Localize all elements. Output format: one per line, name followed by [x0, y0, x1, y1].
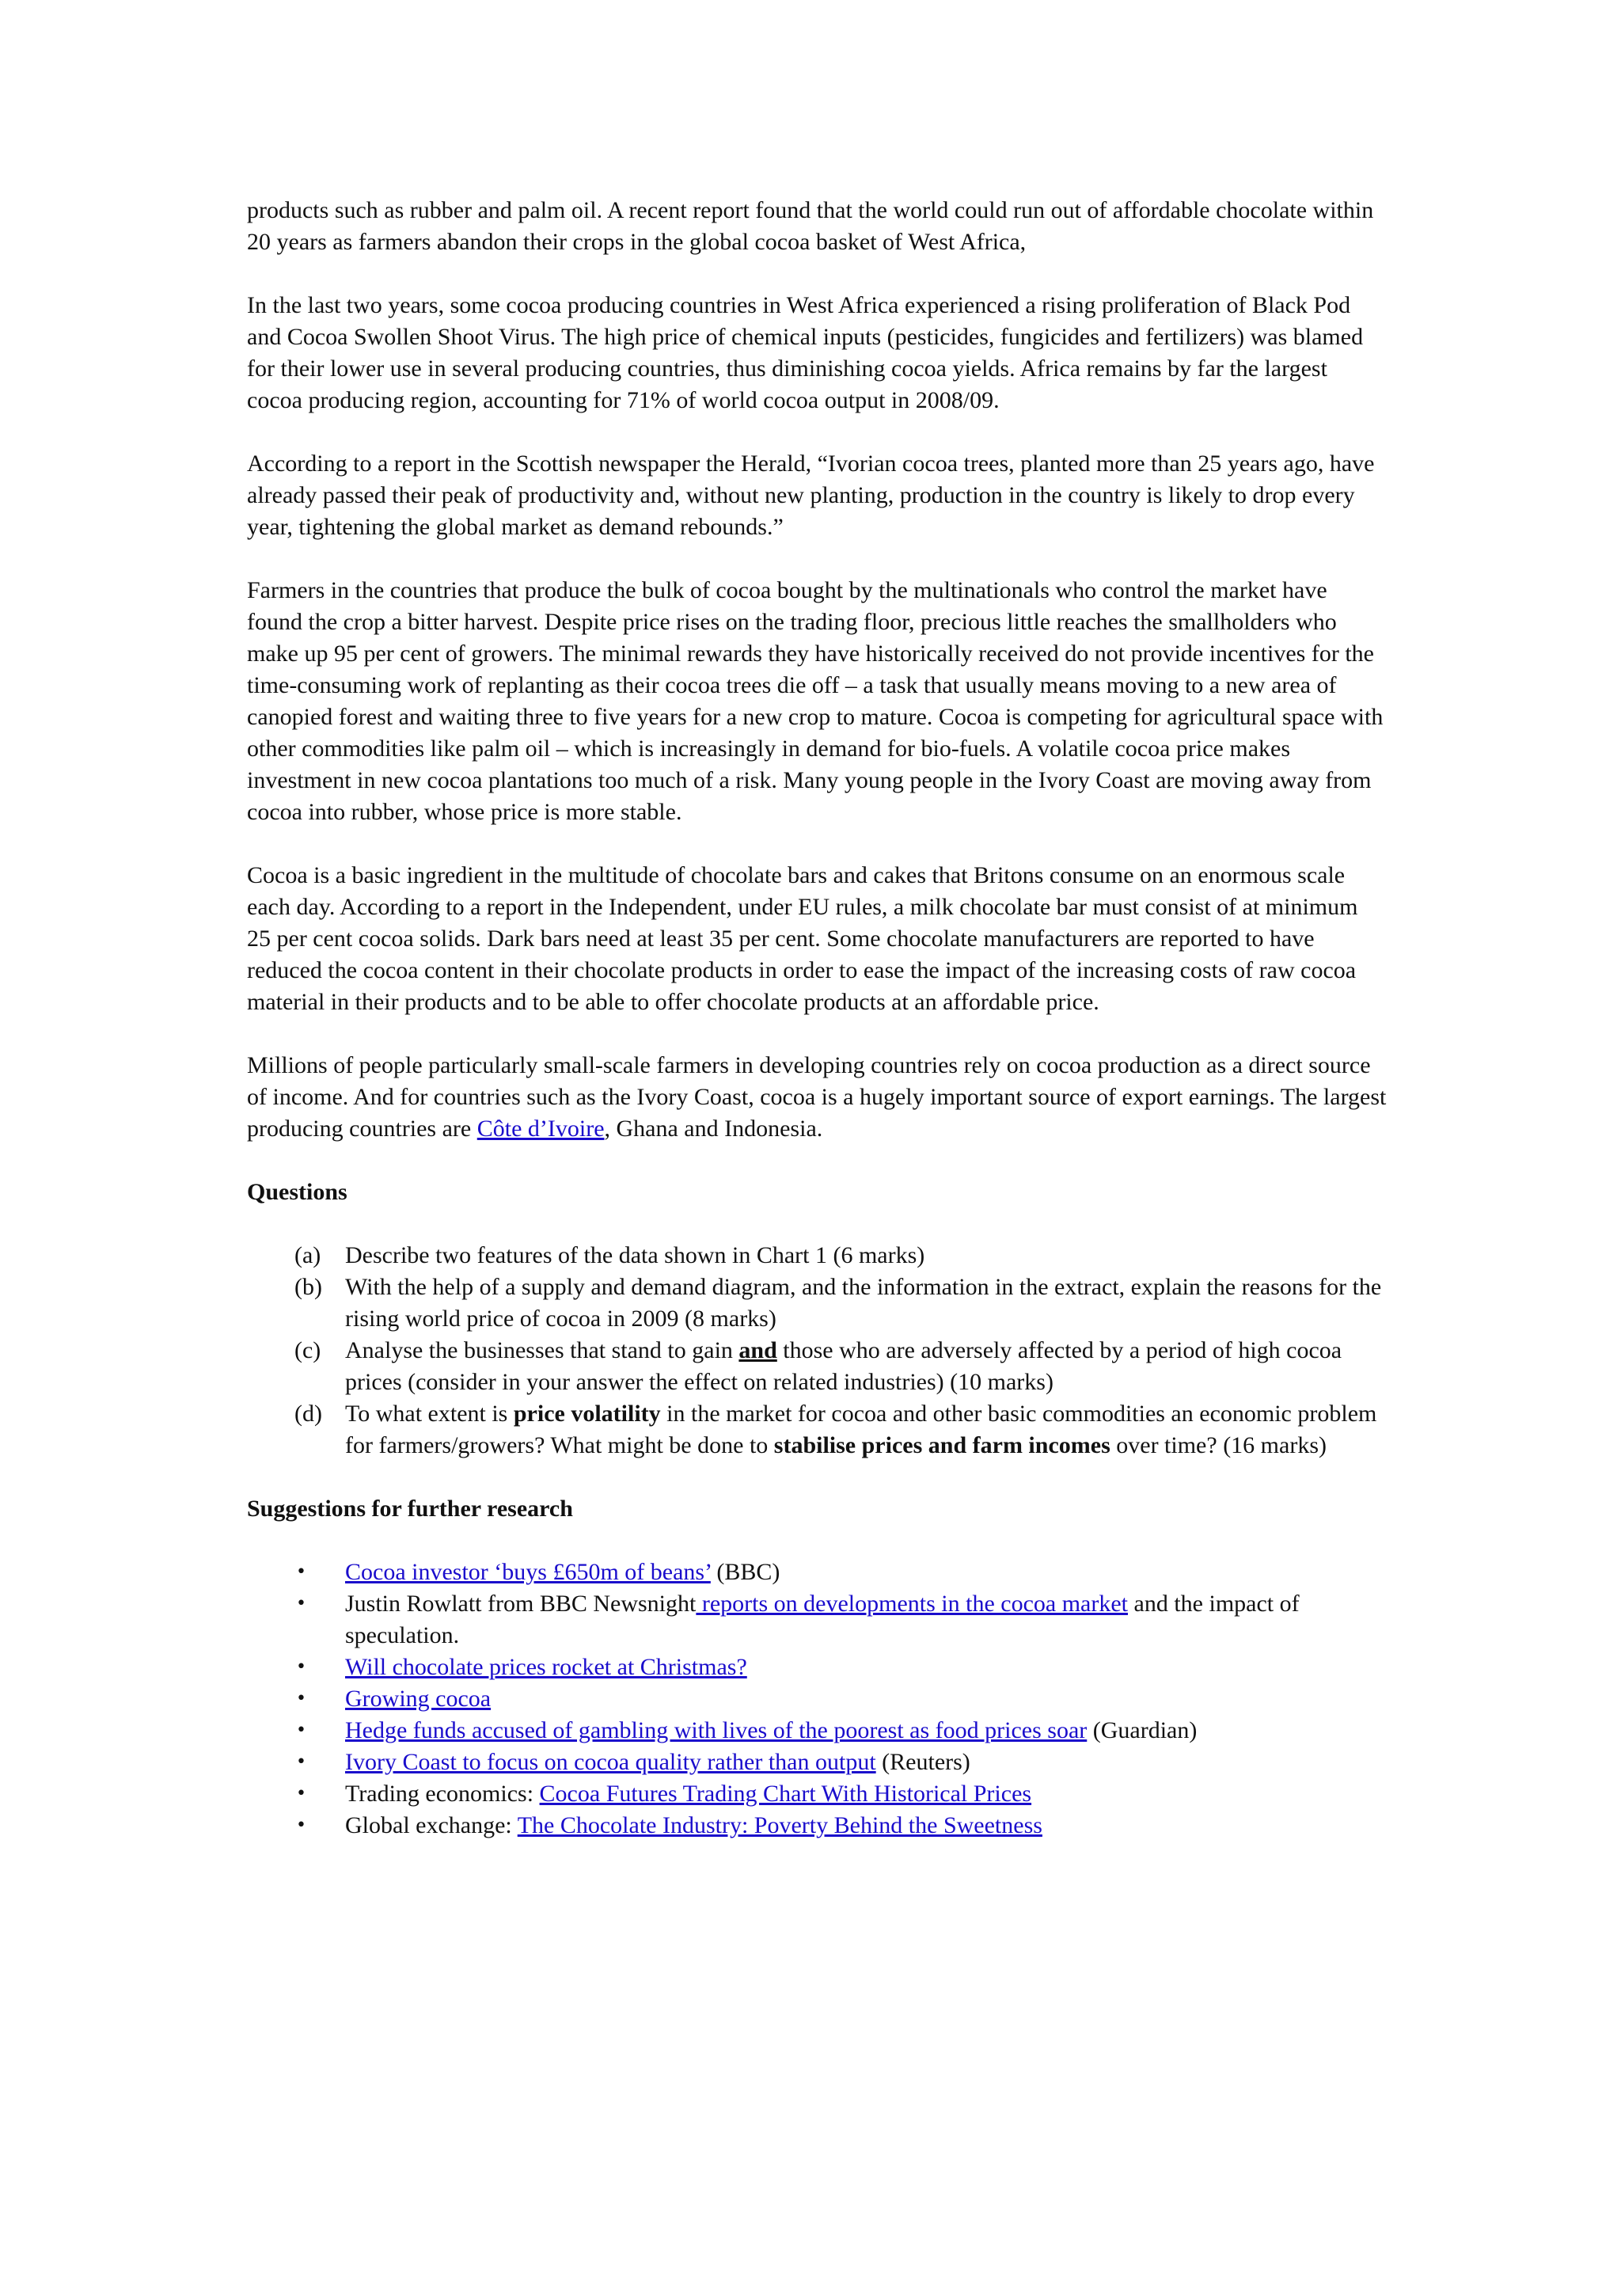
question-text: Describe two features of the data shown in Chart 1 (6 marks)	[345, 1242, 925, 1268]
question-emphasis: and	[738, 1337, 777, 1363]
research-item	[247, 1747, 1387, 1778]
research-item-prefix: Trading economics:	[345, 1781, 540, 1807]
research-item	[247, 1778, 1387, 1810]
question-text	[345, 1337, 1342, 1395]
question-label: (d)	[294, 1401, 322, 1427]
research-item-suffix: (Guardian)	[1087, 1717, 1198, 1743]
research-link[interactable]: Will chocolate prices rocket at Christmas?	[345, 1654, 747, 1680]
research-item	[247, 1557, 1387, 1588]
bullet-icon: •	[296, 1752, 306, 1772]
research-link[interactable]: Cocoa Futures Trading Chart With Historical Prices	[539, 1781, 1032, 1807]
bullet-icon: •	[296, 1689, 306, 1709]
bullet-icon: •	[296, 1594, 306, 1614]
paragraph-farmers: Farmers in the countries that produce the bulk of cocoa bought by the multinationals who control the market have found the crop a bitter harvest. Despite price rises on the trading floor, precious little reaches the smallholders who make up 95 per cent of growers. The minimal rewards they have historically received do not provide incentives for the time-consuming work of replanting as their cocoa trees die off – a task that usually means moving to a new area of canopied forest and waiting three to five years for a new crop to mature. Cocoa is competing for agricultural space with other commodities like palm oil – which is increasingly in demand for bio-fuels. A volatile cocoa price makes investment in new cocoa plantations too much of a risk. Many young people in the Ivory Coast are moving away from cocoa into rubber, whose price is more stable.	[247, 577, 1384, 825]
question-text: With the help of a supply and demand diagram, and the information in the extract, explain the reasons for the rising world price of cocoa in 2009 (8 marks)	[345, 1274, 1382, 1332]
question-text	[345, 1401, 1376, 1458]
paragraph-herald: According to a report in the Scottish newspaper the Herald, “Ivorian cocoa trees, planted more than 25 years ago, have already passed their peak of productivity and, without new planting, production in the country is likely to drop every year, tightening the global market as demand rebounds.”	[247, 450, 1375, 540]
research-link[interactable]: The Chocolate Industry: Poverty Behind the Sweetness	[517, 1812, 1042, 1838]
research-item	[247, 1652, 1387, 1683]
research-item	[247, 1683, 1387, 1715]
research-list	[247, 1557, 1387, 1842]
paragraph-intro: products such as rubber and palm oil. A recent report found that the world could run out of affordable chocolate within 20 years as farmers abandon their crops in the global cocoa basket of West Africa,	[247, 197, 1374, 255]
research-item-suffix: (BBC)	[710, 1559, 780, 1585]
research-item-prefix: Global exchange:	[345, 1812, 518, 1838]
research-item-suffix: and the impact of speculation.	[345, 1591, 1300, 1648]
research-link[interactable]: Growing cocoa	[345, 1686, 492, 1712]
bullet-icon: •	[296, 1657, 306, 1677]
bullet-icon: •	[296, 1784, 306, 1804]
research-item	[247, 1588, 1387, 1652]
link-cote-divoire[interactable]: Côte d’Ivoire	[476, 1116, 605, 1142]
question-label: (a)	[294, 1242, 321, 1268]
document-page	[247, 195, 1387, 1842]
question-emphasis: stabilise prices and farm incomes	[773, 1432, 1110, 1458]
research-link[interactable]: Hedge funds accused of gambling with lives of the poorest as food prices soar	[345, 1717, 1088, 1743]
question-text-part: Analyse the businesses that stand to gain	[345, 1337, 739, 1363]
questions-heading: Questions	[247, 1179, 347, 1205]
bullet-icon: •	[296, 1720, 306, 1740]
question-c	[247, 1335, 1387, 1398]
question-text-part: those who are adversely affected by a period of high cocoa prices (consider in your answer the effect on related industries) (10 marks)	[345, 1337, 1342, 1395]
bullet-icon: •	[296, 1815, 306, 1835]
question-d	[247, 1398, 1387, 1462]
paragraph-producers-start: Millions of people particularly small-scale farmers in developing countries rely on cocoa production as a direct source of income. And for countries such as the Ivory Coast, cocoa is a hugely important source of export earnings. The largest producing countries are	[247, 1052, 1387, 1142]
research-item-suffix: (Reuters)	[875, 1749, 970, 1775]
question-emphasis: price volatility	[513, 1401, 661, 1427]
paragraph-chocolate: Cocoa is a basic ingredient in the multitude of chocolate bars and cakes that Britons consume on an enormous scale each day. According to a report in the Independent, under EU rules, a milk chocolate bar must consist of at minimum 25 per cent cocoa solids. Dark bars need at least 35 per cent. Some chocolate manufacturers are reported to have reduced the cocoa content in their chocolate products in order to ease the impact of the increasing costs of raw cocoa material in their products and to be able to offer chocolate products at an affordable price.	[247, 862, 1358, 1015]
question-text-part: To what extent is	[345, 1401, 514, 1427]
paragraph-producers-end: , Ghana and Indonesia.	[604, 1116, 823, 1142]
question-b	[247, 1272, 1387, 1335]
question-text-part: in the market for cocoa and other basic commodities an economic problem for farmers/growers? What might be done to	[345, 1401, 1377, 1458]
research-item	[247, 1810, 1387, 1842]
paragraph-disease: In the last two years, some cocoa producing countries in West Africa experienced a rising proliferation of Black Pod and Cocoa Swollen Shoot Virus. The high price of chemical inputs (pesticides, fungicides and fertilizers) was blamed for their lower use in several producing countries, thus diminishing cocoa yields. Africa remains by far the largest cocoa producing region, accounting for 71% of world cocoa output in 2008/09.	[247, 292, 1364, 413]
question-label: (b)	[294, 1274, 322, 1300]
research-link[interactable]: Ivory Coast to focus on cocoa quality rather than output	[345, 1749, 876, 1775]
questions-list	[247, 1240, 1387, 1462]
research-link[interactable]: Cocoa investor ‘buys £650m of beans’	[345, 1559, 711, 1585]
bullet-icon: •	[296, 1562, 306, 1582]
research-heading: Suggestions for further research	[247, 1496, 573, 1522]
research-link[interactable]: reports on developments in the cocoa market	[696, 1591, 1129, 1617]
research-item	[247, 1715, 1387, 1747]
research-item-prefix: Justin Rowlatt from BBC Newsnight	[345, 1591, 697, 1617]
question-a	[247, 1240, 1387, 1272]
paragraph-producers	[247, 1050, 1387, 1145]
question-text-part: over time? (16 marks)	[1110, 1432, 1327, 1458]
question-label: (c)	[294, 1337, 321, 1363]
